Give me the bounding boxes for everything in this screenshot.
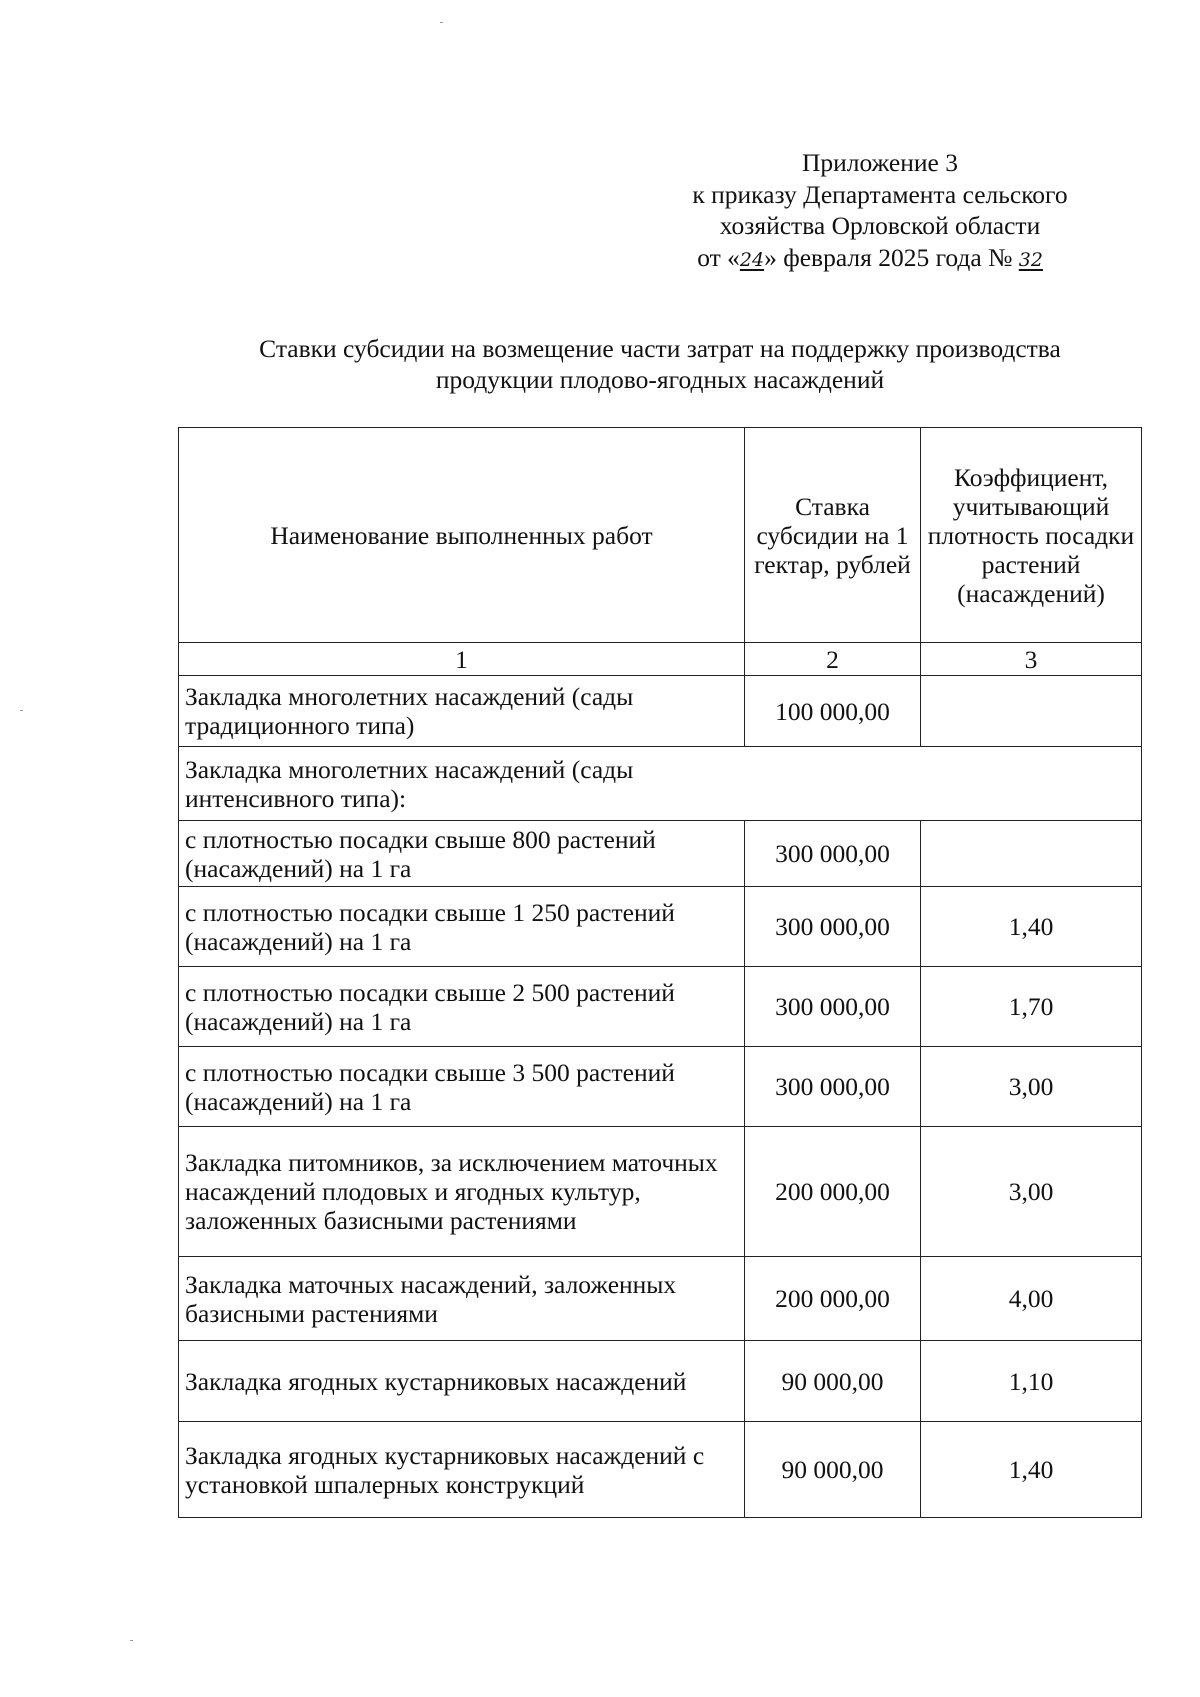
column-number: 2: [745, 643, 921, 676]
column-number: 3: [921, 643, 1142, 676]
header-rate: Ставка субсидии на 1 гектар, рублей: [745, 428, 921, 643]
rate-cell: 300 000,00: [745, 967, 921, 1047]
coefficient-cell: 1,10: [921, 1341, 1142, 1422]
appendix-number: Приложение 3: [802, 148, 958, 177]
work-name-cell: Закладка питомников, за исключением маточных насаждений плодовых и ягодных культур, заложенных базисными растениями: [179, 1127, 745, 1257]
date-middle: » февраля 2025 года №: [764, 242, 1019, 272]
rate-cell: 300 000,00: [745, 1047, 921, 1127]
appendix-header: [660, 147, 1100, 276]
rate-cell: 100 000,00: [745, 676, 921, 747]
coefficient-cell: 3,00: [921, 1127, 1142, 1257]
work-name-cell: Закладка маточных насаждений, заложенных базисными растениями: [179, 1257, 745, 1341]
coefficient-cell: 3,00: [921, 1047, 1142, 1127]
column-number: 1: [179, 643, 745, 676]
table-section-row: [179, 747, 1142, 821]
table-row: [179, 1341, 1142, 1422]
table-row: [179, 1422, 1142, 1518]
table-row: [179, 821, 1142, 887]
table-header-row: [179, 428, 1142, 643]
scan-speck: [20, 710, 23, 711]
header-coefficient: Коэффициент, учитывающий плотность посадки растений (насаждений): [921, 428, 1142, 643]
work-name-cell: с плотностью посадки свыше 1 250 растений (насаждений) на 1 га: [179, 887, 745, 967]
document-title: [170, 333, 1150, 395]
title-line-2: продукции плодово-ягодных насаждений: [435, 365, 885, 394]
work-name-cell: Закладка ягодных кустарниковых насаждений: [179, 1341, 745, 1422]
rate-cell: 300 000,00: [745, 887, 921, 967]
date-prefix: от «: [697, 242, 740, 272]
coefficient-cell: [921, 676, 1142, 747]
table-row: [179, 1257, 1142, 1341]
title-line-1: Ставки субсидии на возмещение части затрат на поддержку производства: [259, 334, 1061, 363]
coefficient-cell: 4,00: [921, 1257, 1142, 1341]
rate-cell: 90 000,00: [745, 1341, 921, 1422]
rate-cell: 200 000,00: [745, 1257, 921, 1341]
work-name-cell: Закладка ягодных кустарниковых насаждений с установкой шпалерных конструкций: [179, 1422, 745, 1518]
table-row: [179, 967, 1142, 1047]
work-name-cell: с плотностью посадки свыше 2 500 растений (насаждений) на 1 га: [179, 967, 745, 1047]
table-row: [179, 1127, 1142, 1257]
order-reference-line: к приказу Департамента сельского: [692, 179, 1068, 209]
table-row: [179, 887, 1142, 967]
coefficient-cell: [921, 821, 1142, 887]
coefficient-cell: 1,70: [921, 967, 1142, 1047]
coefficient-cell: 1,40: [921, 887, 1142, 967]
table-row: [179, 1047, 1142, 1127]
scan-speck: [440, 22, 443, 23]
work-name-cell: Закладка многолетних насаждений (сады интенсивного типа):: [179, 747, 1142, 821]
column-number-row: [179, 643, 1142, 676]
table-row: [179, 676, 1142, 747]
rate-cell: 200 000,00: [745, 1127, 921, 1257]
work-name-cell: с плотностью посадки свыше 800 растений (насаждений) на 1 га: [179, 821, 745, 887]
scan-speck: [130, 1640, 133, 1641]
work-name-cell: с плотностью посадки свыше 3 500 растений (насаждений) на 1 га: [179, 1047, 745, 1127]
date-day-handwritten: 24: [739, 248, 765, 271]
coefficient-cell: 1,40: [921, 1422, 1142, 1518]
rate-cell: 300 000,00: [745, 821, 921, 887]
rate-cell: 90 000,00: [745, 1422, 921, 1518]
subsidy-rates-table: [178, 427, 1142, 1518]
header-work-name: Наименование выполненных работ: [179, 428, 745, 643]
work-name-cell: Закладка многолетних насаждений (сады традиционного типа): [179, 676, 745, 747]
department-line: хозяйства Орловской области: [719, 211, 1041, 240]
order-number-handwritten: 32: [1018, 248, 1043, 271]
order-date-line: [660, 242, 1100, 277]
table-body: [179, 428, 1142, 1518]
